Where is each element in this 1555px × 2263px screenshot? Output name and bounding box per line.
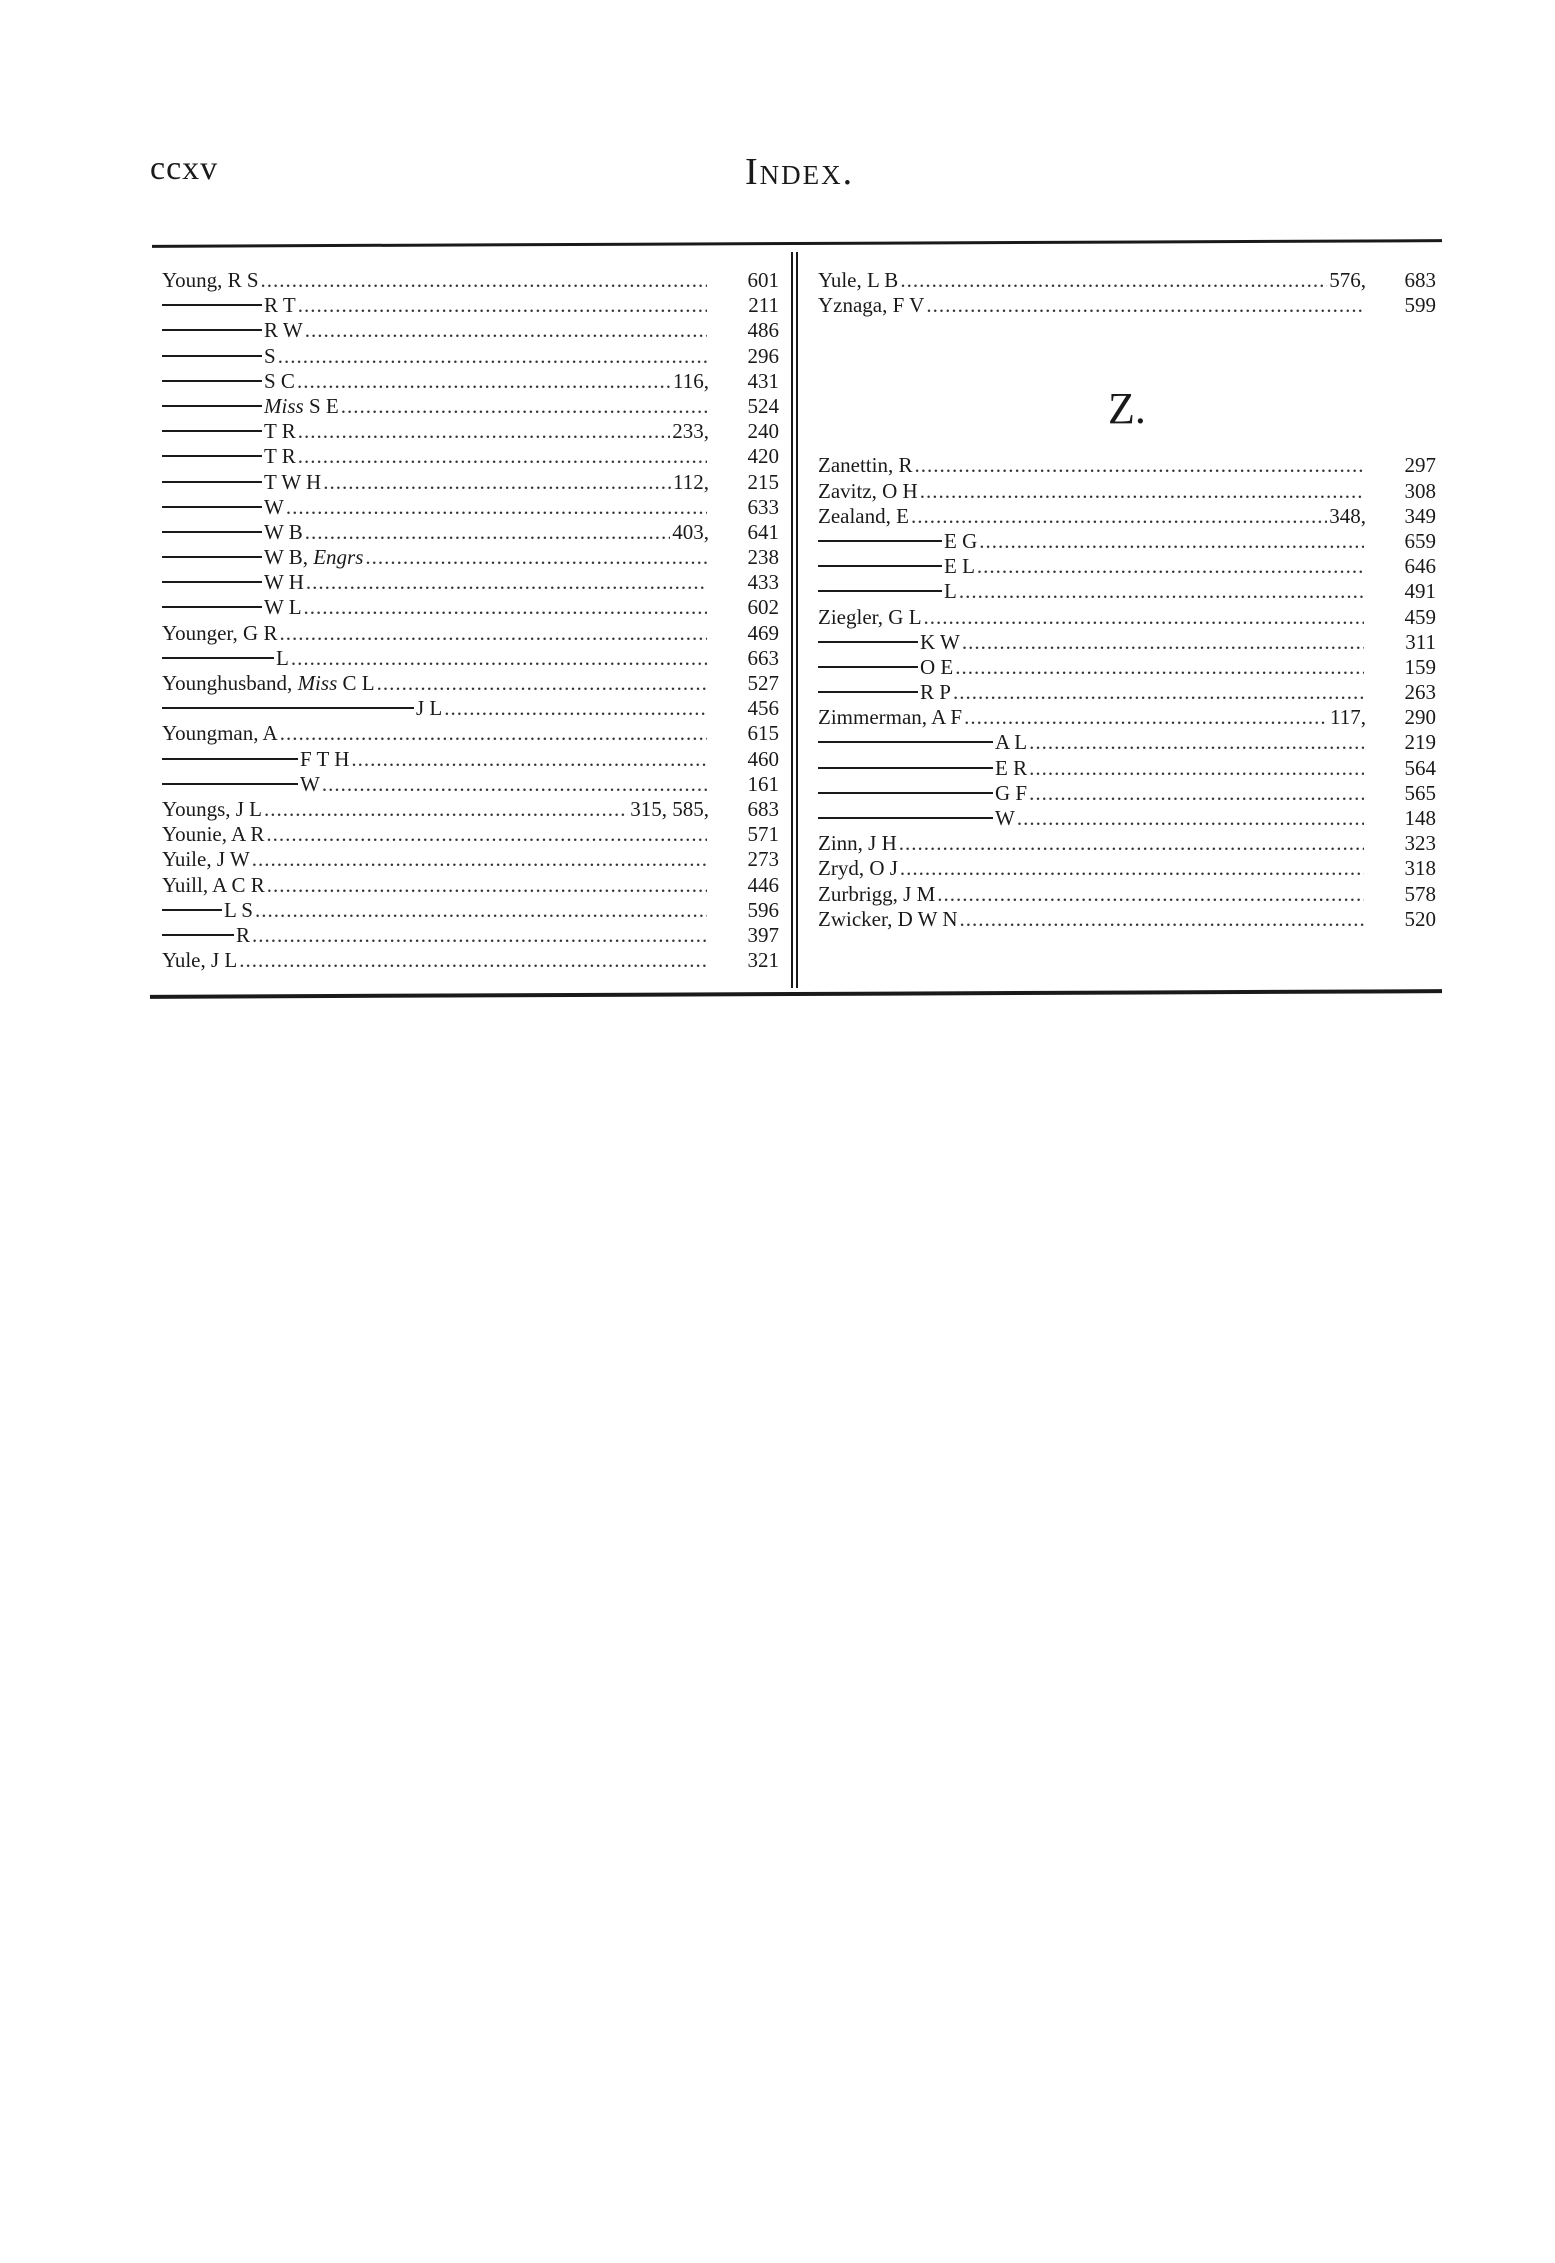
bottom-rule	[150, 989, 1442, 999]
entry-page-number: 215	[747, 469, 779, 494]
entry-name: Yule, L B	[818, 268, 899, 292]
ditto-dash	[162, 481, 262, 483]
ditto-dash	[818, 590, 942, 592]
dot-leader	[322, 772, 707, 797]
index-entry	[162, 923, 779, 948]
entry-name: Ziegler, G L	[818, 604, 922, 629]
ditto-dash	[162, 758, 298, 760]
entry-page-number: 297	[1404, 453, 1436, 478]
entry-page-number: 308	[1404, 478, 1436, 503]
index-entry	[818, 605, 1436, 630]
dot-leader	[280, 721, 707, 746]
entry-name: Zavitz, O H	[818, 478, 918, 503]
ditto-dash	[818, 666, 918, 668]
dot-leader	[297, 369, 671, 394]
dot-leader	[911, 504, 1327, 529]
index-entry	[818, 831, 1436, 856]
entry-name: Zanettin, R	[818, 453, 913, 478]
entry-pages: 233,	[672, 419, 709, 444]
dot-leader	[899, 831, 1364, 856]
column-divider	[791, 252, 798, 988]
entry-page-number: 527	[747, 671, 779, 695]
index-entry	[818, 882, 1436, 907]
entry-page-number: 683	[1404, 268, 1436, 292]
entry-name: Yuile, J W	[162, 847, 250, 872]
entry-name: W B, Engrs	[264, 545, 364, 570]
entry-name: L S	[224, 897, 253, 922]
entry-page-number: 596	[747, 897, 779, 922]
entry-page-number: 615	[747, 721, 779, 746]
index-entry	[162, 318, 779, 343]
dot-leader	[900, 268, 1327, 293]
entry-page-number: 290	[1404, 705, 1436, 730]
ditto-dash	[818, 817, 993, 819]
entry-page-number: 578	[1404, 881, 1436, 906]
entry-page-number: 663	[747, 645, 779, 670]
index-entry	[818, 504, 1436, 529]
dot-leader	[960, 907, 1364, 932]
entry-page-number: 349	[1404, 503, 1436, 528]
ditto-dash	[162, 934, 234, 936]
index-entry	[818, 529, 1436, 554]
entry-page-number: 460	[747, 746, 779, 771]
ditto-dash	[162, 556, 262, 558]
entry-name: W	[300, 771, 320, 796]
dot-leader	[278, 344, 707, 369]
entry-page-number: 159	[1404, 654, 1436, 679]
entry-page-number: 524	[747, 393, 779, 418]
entry-name: R	[236, 922, 251, 947]
entry-page-number: 486	[747, 318, 779, 343]
entry-pages: 116,	[673, 368, 709, 393]
dot-leader	[926, 293, 1364, 318]
index-entry	[162, 873, 779, 898]
entry-page-number: 571	[747, 822, 779, 847]
ditto-dash	[818, 767, 993, 769]
dot-leader	[977, 554, 1364, 579]
entry-name: Yule, J L	[162, 948, 238, 973]
index-entry	[162, 671, 779, 696]
dot-leader	[267, 873, 707, 898]
index-column-left	[162, 268, 779, 973]
entry-name: E L	[944, 554, 975, 579]
entry-name: W B	[264, 519, 303, 544]
index-entry	[162, 721, 779, 746]
entry-name: Yuill, A C R	[162, 872, 265, 897]
index-entry	[818, 268, 1436, 293]
entry-name: S	[264, 343, 276, 368]
dot-leader	[1029, 730, 1364, 755]
ditto-dash	[162, 581, 262, 583]
dot-leader	[924, 605, 1364, 630]
entry-pages: 576,	[1329, 268, 1366, 292]
dot-leader	[1017, 806, 1364, 831]
entry-page-number: 433	[747, 570, 779, 595]
ditto-dash	[162, 304, 262, 306]
entry-page-number: 323	[1404, 831, 1436, 856]
dot-leader	[964, 705, 1328, 730]
entry-page-number: 646	[1404, 554, 1436, 579]
page-number: ccxv	[150, 150, 219, 187]
dot-leader	[261, 268, 708, 293]
entry-name: W	[264, 494, 284, 519]
dot-leader	[900, 856, 1364, 881]
ditto-dash	[818, 565, 942, 567]
entry-name: E R	[995, 755, 1028, 780]
ditto-dash	[162, 430, 262, 432]
entry-page-number: 273	[747, 847, 779, 872]
dot-leader	[239, 948, 707, 973]
ditto-dash	[162, 707, 414, 709]
dot-leader	[252, 923, 707, 948]
entry-name: Zryd, O J	[818, 856, 898, 881]
index-entry	[162, 847, 779, 872]
entry-name: Yznaga, F V	[818, 293, 925, 318]
index-entry	[162, 545, 779, 570]
entry-name: F T H	[300, 746, 350, 771]
dot-leader	[955, 655, 1364, 680]
entry-page-number: 599	[1404, 293, 1436, 318]
dot-leader	[279, 621, 707, 646]
entry-name: T R	[264, 444, 296, 469]
ditto-dash	[162, 506, 262, 508]
index-entry	[162, 570, 779, 595]
section-letter-z: Z.	[1108, 383, 1146, 433]
ditto-dash	[818, 641, 918, 643]
entry-page-number: 219	[1404, 730, 1436, 755]
dot-leader	[304, 595, 707, 620]
index-entry	[162, 621, 779, 646]
entry-page-number: 565	[1404, 780, 1436, 805]
index-entry	[162, 369, 779, 394]
entry-name: O E	[920, 654, 954, 679]
dot-leader	[1029, 756, 1364, 781]
entry-name: Miss S E	[264, 393, 339, 418]
entry-name: Younger, G R	[162, 620, 278, 645]
entry-page-number: 296	[747, 343, 779, 368]
entry-name: Youngman, A	[162, 721, 278, 746]
ditto-dash	[162, 531, 262, 533]
entry-name: R T	[264, 293, 296, 318]
dot-leader	[920, 479, 1364, 504]
entry-page-number: 148	[1404, 806, 1436, 830]
ditto-dash	[162, 606, 262, 608]
entry-name: Younie, A R	[162, 822, 265, 847]
entry-name: Younghusband, Miss C L	[162, 671, 375, 695]
entry-page-number: 602	[747, 595, 779, 620]
index-entry	[162, 495, 779, 520]
index-entry	[818, 655, 1436, 680]
index-entry	[818, 453, 1436, 478]
index-entry	[818, 630, 1436, 655]
entry-name: Zurbrigg, J M	[818, 881, 936, 906]
dot-leader	[979, 529, 1364, 554]
index-entry	[162, 344, 779, 369]
ditto-dash	[162, 329, 262, 331]
entry-name: W H	[264, 570, 304, 595]
index-entry	[162, 646, 779, 671]
dot-leader	[937, 882, 1364, 907]
entry-page-number: 659	[1404, 528, 1436, 553]
page-title: Index.	[745, 151, 855, 193]
entry-name: K W	[920, 629, 960, 654]
entry-name: Zealand, E	[818, 503, 909, 528]
dot-leader	[286, 495, 707, 520]
dot-leader	[305, 318, 707, 343]
entry-name: T W H	[264, 469, 322, 494]
top-rule	[152, 239, 1442, 248]
index-entry	[818, 293, 1436, 318]
dot-leader	[914, 453, 1364, 478]
entry-page-number: 469	[747, 620, 779, 645]
ditto-dash	[818, 792, 993, 794]
index-entry	[818, 554, 1436, 579]
index-entry	[818, 907, 1436, 932]
index-entry	[818, 856, 1436, 881]
entry-name: E G	[944, 528, 978, 553]
entry-page-number: 238	[747, 545, 779, 570]
index-entry	[818, 479, 1436, 504]
entry-page-number: 564	[1404, 755, 1436, 780]
index-entry	[818, 781, 1436, 806]
entry-page-number: 491	[1404, 579, 1436, 604]
dot-leader	[1029, 781, 1364, 806]
dot-leader	[323, 470, 671, 495]
dot-leader	[298, 293, 707, 318]
index-entry	[818, 705, 1436, 730]
index-entry	[162, 797, 779, 822]
index-entry	[162, 444, 779, 469]
dot-leader	[444, 696, 707, 721]
ditto-dash	[162, 783, 298, 785]
dot-leader	[252, 847, 707, 872]
dot-leader	[962, 630, 1364, 655]
dot-leader	[306, 570, 707, 595]
entry-page-number: 321	[747, 948, 779, 973]
entry-page-number: 318	[1404, 856, 1436, 881]
index-entry	[162, 268, 779, 293]
entry-name: J L	[416, 696, 443, 721]
index-entry	[818, 806, 1436, 831]
entry-page-number: 683	[747, 796, 779, 821]
dot-leader	[291, 646, 707, 671]
ditto-dash	[818, 691, 918, 693]
index-entry	[818, 680, 1436, 705]
index-entry	[162, 747, 779, 772]
entry-page-number: 311	[1405, 629, 1436, 654]
entries-z	[818, 453, 1436, 932]
entry-name: G F	[995, 780, 1028, 805]
ditto-dash	[162, 380, 262, 382]
dot-leader	[266, 822, 707, 847]
index-entry	[162, 419, 779, 444]
entry-name: A L	[995, 730, 1028, 755]
dot-leader	[959, 579, 1364, 604]
page-header	[150, 150, 1450, 200]
dot-leader	[377, 671, 707, 696]
index-entry	[162, 520, 779, 545]
entry-page-number: 520	[1404, 906, 1436, 931]
entry-name: W	[995, 806, 1015, 830]
ditto-dash	[162, 455, 262, 457]
entry-name: Youngs, J L	[162, 796, 262, 821]
ditto-dash	[818, 741, 993, 743]
entry-name: S C	[264, 368, 295, 393]
dot-leader	[255, 898, 707, 923]
entry-name: R P	[920, 680, 951, 705]
entry-page-number: 446	[747, 872, 779, 897]
index-entry	[162, 696, 779, 721]
dot-leader	[341, 394, 707, 419]
index-entry	[818, 579, 1436, 604]
entry-page-number: 456	[747, 696, 779, 721]
entry-name: R W	[264, 318, 303, 343]
entry-page-number: 601	[747, 268, 779, 292]
entry-page-number: 431	[747, 368, 779, 393]
ditto-dash	[162, 355, 262, 357]
dot-leader	[298, 419, 671, 444]
entry-page-number: 240	[747, 419, 779, 444]
index-entry	[818, 730, 1436, 755]
entry-page-number: 633	[747, 494, 779, 519]
ditto-dash	[818, 540, 942, 542]
ditto-dash	[162, 909, 222, 911]
entry-page-number: 161	[747, 771, 779, 796]
entry-pages: 315, 585,	[630, 796, 709, 821]
entry-page-number: 397	[747, 922, 779, 947]
index-entry	[162, 470, 779, 495]
index-entry	[818, 756, 1436, 781]
entry-pages: 112,	[673, 469, 709, 494]
index-entry	[162, 595, 779, 620]
entry-pages: 403,	[672, 519, 709, 544]
dot-leader	[351, 747, 707, 772]
entry-name: T R	[264, 419, 296, 444]
entry-page-number: 420	[747, 444, 779, 469]
entry-pages: 117,	[1330, 705, 1366, 730]
entry-name: Young, R S	[162, 268, 259, 292]
entries-y-continued	[818, 268, 1436, 318]
dot-leader	[298, 444, 707, 469]
index-entry	[162, 772, 779, 797]
entry-name: Zinn, J H	[818, 831, 897, 856]
ditto-dash	[162, 405, 262, 407]
entry-name: Zwicker, D W N	[818, 906, 958, 931]
dot-leader	[264, 797, 628, 822]
index-entry	[162, 948, 779, 973]
ditto-dash	[162, 657, 274, 659]
entry-name: Zimmerman, A F	[818, 705, 963, 730]
entry-page-number: 211	[748, 293, 779, 318]
index-entry	[162, 394, 779, 419]
entry-name: L	[276, 645, 289, 670]
entry-page-number: 641	[747, 519, 779, 544]
dot-leader	[953, 680, 1364, 705]
dot-leader	[305, 520, 671, 545]
entry-pages: 348,	[1329, 503, 1366, 528]
entry-name: L	[944, 579, 957, 604]
dot-leader	[365, 545, 707, 570]
entry-page-number: 459	[1404, 604, 1436, 629]
index-entry	[162, 293, 779, 318]
index-entry	[162, 822, 779, 847]
index-entry	[162, 898, 779, 923]
entry-page-number: 263	[1404, 680, 1436, 705]
index-column-right	[818, 268, 1436, 932]
entry-name: W L	[264, 595, 302, 620]
